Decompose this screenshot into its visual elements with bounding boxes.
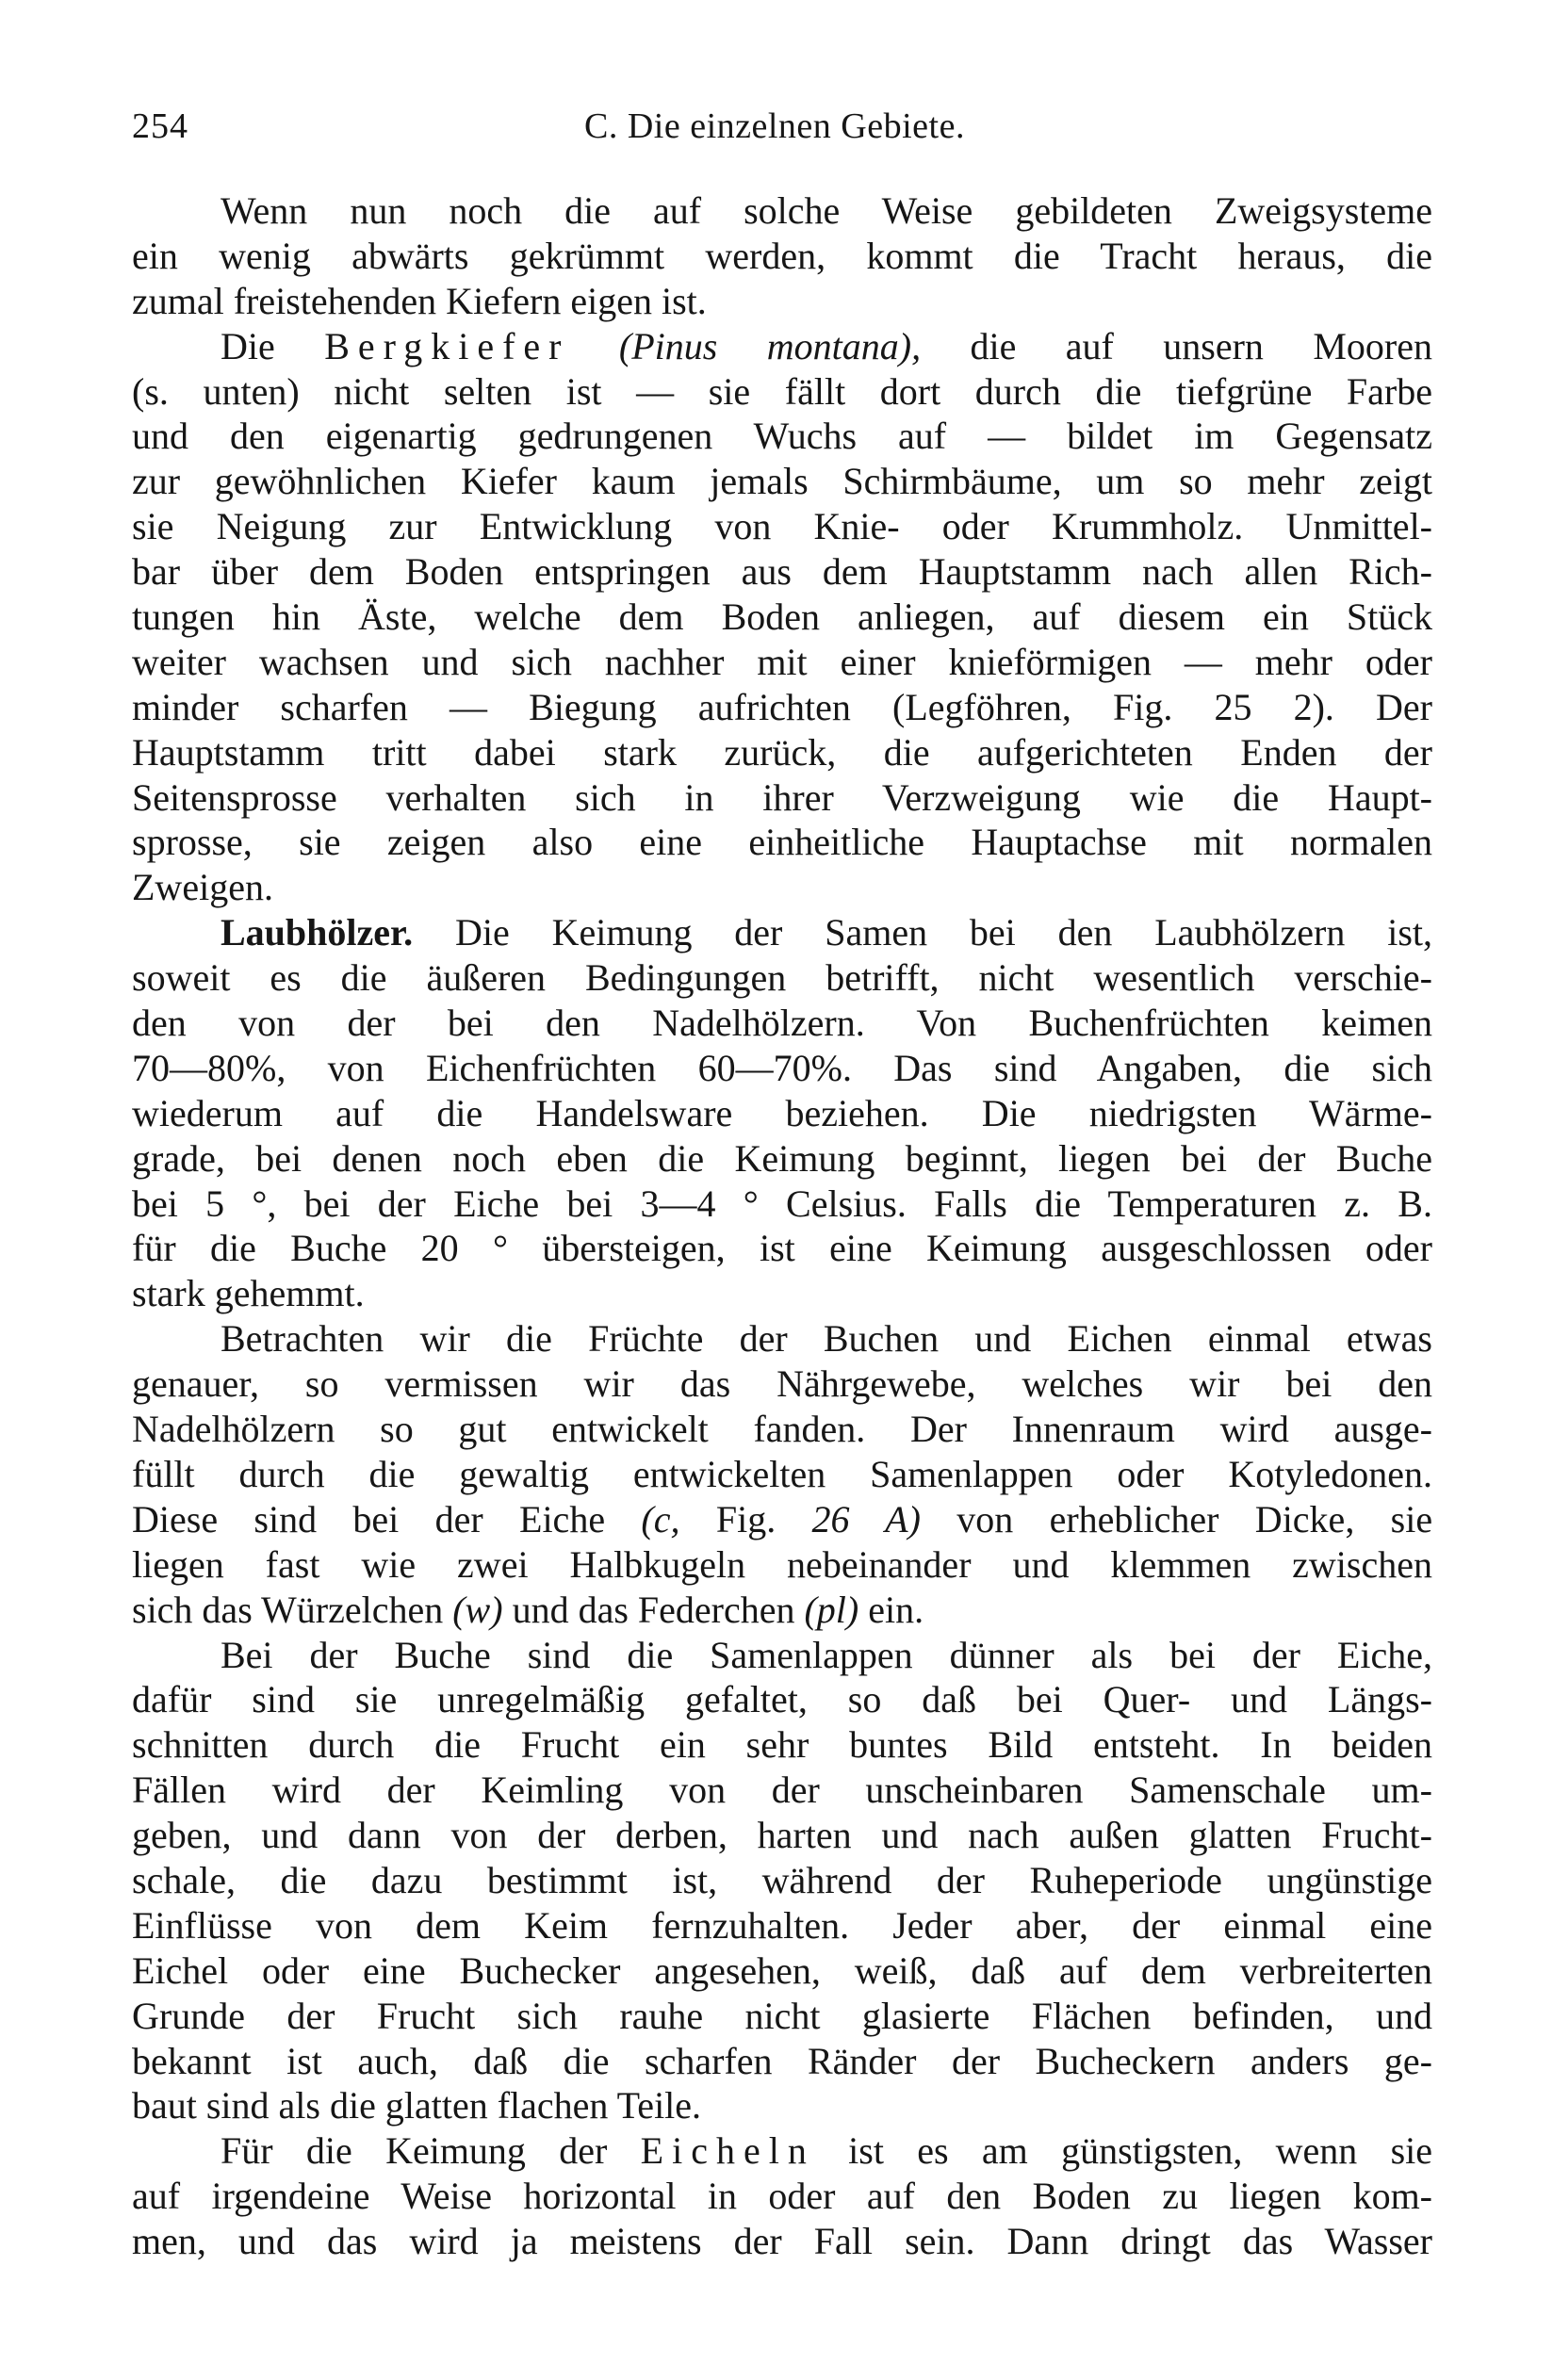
- text-line: geben, und dann von der derben, harten und nach außen glatten Frucht-: [132, 1814, 1432, 1857]
- text-run: Die: [221, 324, 275, 367]
- text-line: schnitten durch die Frucht ein sehr buntes Bild entsteht. In beiden: [132, 1723, 1432, 1767]
- text-line: soweit es die äußeren Bedingungen betrifft, nicht wesentlich verschie-: [132, 956, 1432, 1000]
- text-line: Grunde der Frucht sich rauhe nicht glasierte Flächen befinden, und: [132, 1994, 1432, 2037]
- text-line: Zweigen.: [132, 866, 273, 909]
- page-header: [132, 106, 1432, 155]
- text-line: Bei der Buche sind die Samenlappen dünner als bei der Eiche,: [221, 1633, 1432, 1676]
- text-line: wiederum auf die Handelsware beziehen. Die niedrigsten Wärme-: [132, 1091, 1432, 1134]
- text-line: [132, 324, 1432, 369]
- text-line: zur gewöhnlichen Kiefer kaum jemals Schirmbäume, um so mehr zeigt: [132, 460, 1432, 503]
- text-line: zumal freistehenden Kiefern eigen ist.: [132, 279, 707, 322]
- text-line: [132, 910, 1432, 955]
- text-line: bei 5 °, bei der Eiche bei 3—4 ° Celsius. Falls die Temperaturen z. B.: [132, 1182, 1432, 1225]
- section-heading: Laubhölzer.: [221, 911, 414, 954]
- text-line: (s. unten) nicht selten ist — sie fällt dort durch die tiefgrüne Farbe: [132, 369, 1432, 413]
- text-line: genauer, so vermissen wir das Nährgewebe, welches wir bei den: [132, 1362, 1432, 1406]
- text-run: die auf unsern Mooren: [970, 324, 1432, 367]
- text-line: tungen hin Äste, welche dem Boden anliegen, auf diesem ein Stück: [132, 595, 1432, 639]
- text-line: füllt durch die gewaltig entwickelten Samenlappen oder Kotyledonen.: [132, 1452, 1432, 1495]
- figure-ref: (c,: [641, 1497, 680, 1540]
- page-number: 254: [132, 106, 188, 146]
- text-line: [132, 1588, 1432, 1633]
- text-line: grade, bei denen noch eben die Keimung beginnt, liegen bei der Buche: [132, 1136, 1432, 1180]
- text-line: Einflüsse von dem Keim fernzuhalten. Jeder aber, der einmal eine: [132, 1903, 1432, 1947]
- text-run: und das Federchen: [512, 1588, 795, 1631]
- text-line: Hauptstamm tritt dabei stark zurück, die aufgerichteten Enden der: [132, 730, 1432, 774]
- text-run: ist es am günstigsten, wenn sie: [848, 2129, 1433, 2173]
- figure-ref: (pl): [804, 1588, 859, 1631]
- text-line: für die Buche 20 ° übersteigen, ist eine Keimung ausgeschlossen oder: [132, 1227, 1432, 1270]
- text-line: minder scharfen — Biegung aufrichten (Legföhren, Fig. 25 2). Der: [132, 685, 1432, 728]
- text-line: auf irgendeine Weise horizontal in oder auf den Boden zu liegen kom-: [132, 2175, 1432, 2218]
- text-line: ein wenig abwärts gekrümmt werden, kommt die Tracht heraus, die: [132, 234, 1432, 277]
- text-run: ein.: [868, 1588, 924, 1631]
- figure-ref: (w): [452, 1588, 503, 1631]
- text-run: Für die Keimung der: [221, 2129, 608, 2173]
- body-text: [132, 188, 1432, 2264]
- text-line: weiter wachsen und sich nachher mit einer knieförmigen — mehr oder: [132, 640, 1432, 683]
- text-line: den von der bei den Nadelhölzern. Von Buchenfrüchten keimen: [132, 1002, 1432, 1045]
- text-line: Fällen wird der Keimling von der unscheinbaren Samenschale um-: [132, 1769, 1432, 1812]
- text-line: sprosse, sie zeigen also eine einheitliche Hauptachse mit normalen: [132, 821, 1432, 864]
- text-line: bar über dem Boden entspringen aus dem Hauptstamm nach allen Rich-: [132, 550, 1432, 594]
- text-line: schale, die dazu bestimmt ist, während der Ruheperiode ungünstige: [132, 1858, 1432, 1901]
- text-line: Wenn nun noch die auf solche Weise gebildeten Zweigsysteme: [221, 189, 1432, 232]
- text-line: Eichel oder eine Buchecker angesehen, weiß, daß auf dem verbreiterten: [132, 1948, 1432, 1992]
- text-line: men, und das wird ja meistens der Fall sein. Dann dringt das Wasser: [132, 2220, 1432, 2263]
- text-line: liegen fast wie zwei Halbkugeln nebeinander und klemmen zwischen: [132, 1542, 1432, 1586]
- text-run: Fig.: [715, 1497, 776, 1540]
- term-spaced: Bergkiefer: [324, 324, 570, 367]
- text-run: Diese sind bei der Eiche: [132, 1497, 606, 1540]
- text-line: baut sind als die glatten flachen Teile.: [132, 2084, 702, 2127]
- text-run: Die Keimung der Samen bei den Laubhölzern ist,: [454, 911, 1433, 954]
- text-line: stark gehemmt.: [132, 1272, 365, 1315]
- text-line: Seitensprosse verhalten sich in ihrer Verzweigung wie die Haupt-: [132, 775, 1432, 819]
- text-line: bekannt ist auch, daß die scharfen Ränder der Bucheckern anders ge-: [132, 2039, 1432, 2082]
- text-line: Betrachten wir die Früchte der Buchen und Eichen einmal etwas: [221, 1317, 1432, 1361]
- text-line: dafür sind sie unregelmäßig gefaltet, so daß bei Quer- und Längs-: [132, 1678, 1432, 1721]
- text-line: und den eigenartig gedrungenen Wuchs auf — bildet im Gegensatz: [132, 415, 1432, 458]
- text-line: 70—80%, von Eichenfrüchten 60—70%. Das sind Angaben, die sich: [132, 1046, 1432, 1089]
- text-line: Nadelhölzern so gut entwickelt fanden. Der Innenraum wird ausge-: [132, 1408, 1432, 1451]
- text-line: [132, 1497, 1432, 1542]
- text-run: sich das Würzelchen: [132, 1588, 444, 1631]
- text-line: sie Neigung zur Entwicklung von Knie- oder Krummholz. Unmittel-: [132, 505, 1432, 548]
- running-head: C. Die einzelnen Gebiete.: [584, 106, 965, 146]
- text-run: von erheblicher Dicke, sie: [956, 1497, 1433, 1540]
- latin-name: (Pinus montana),: [618, 324, 922, 367]
- figure-ref: 26 A): [811, 1497, 921, 1540]
- text-line: [132, 2128, 1432, 2174]
- term-spaced: Eicheln: [640, 2129, 815, 2173]
